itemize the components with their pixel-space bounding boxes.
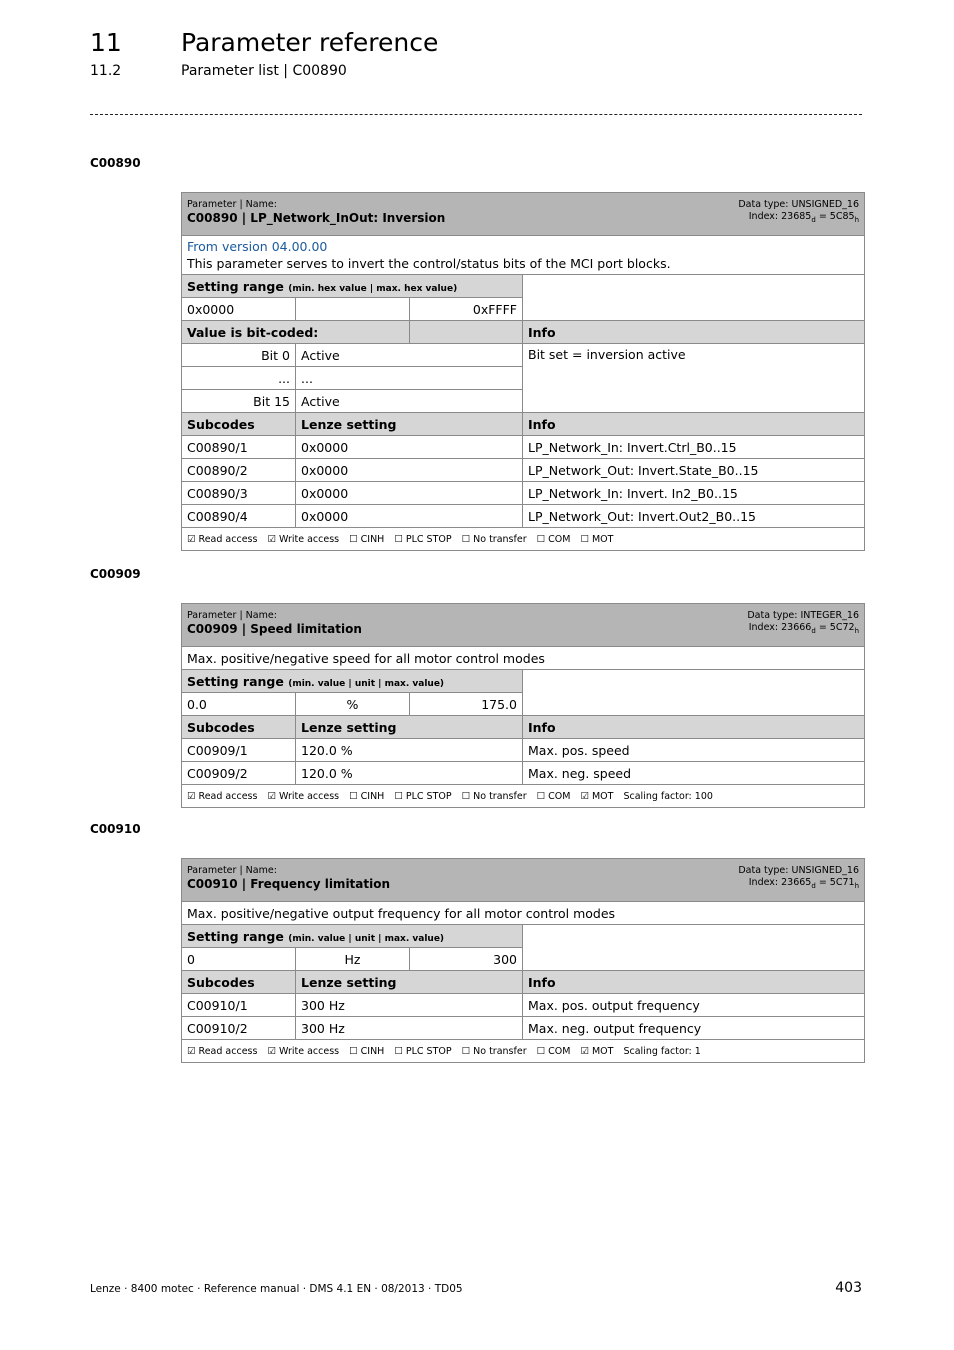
range-max: 175.0 [410,693,523,716]
range-min: 0.0 [182,693,296,716]
access-flags: ☑ Read access ☑ Write access ☐ CINH ☐ PLC STOP ☐ No transfer ☐ COM ☑ MOT Scaling factor: 100 [182,785,865,808]
range-unit: Hz [296,948,410,971]
lenze-setting-header: Lenze setting [296,971,523,994]
bit-row: Bit 0 Active Bit set = inversion active [182,344,865,367]
subcode-row: C00890/2 0x0000 LP_Network_Out: Invert.State_B0..15 [182,459,865,482]
scaling-factor: Scaling factor: 100 [623,790,713,802]
bit-row: ... ... [182,367,865,390]
data-type: Data type: UNSIGNED_16 [738,865,860,876]
param-heading-c00909: C00909 [90,567,141,581]
section-number: 11.2 [90,63,122,79]
param-name-label: Parameter | Name: [187,199,277,210]
subcode-row: C00890/1 0x0000 LP_Network_In: Invert.Ctrl_B0..15 [182,436,865,459]
setting-range-blank [523,925,865,971]
lenze-setting-header: Lenze setting [296,716,523,739]
subcodes-header: Subcodes [182,413,296,436]
param-table-c00910 [181,858,865,1063]
info-header: Info [523,716,865,739]
range-unit: % [296,693,410,716]
data-type: Data type: INTEGER_16 [747,610,859,621]
setting-range-blank [523,275,865,321]
subcode-row: C00909/1 120.0 % Max. pos. speed [182,739,865,762]
subcode-row: C00890/3 0x0000 LP_Network_In: Invert. In2_B0..15 [182,482,865,505]
setting-range-header: Setting range (min. hex value | max. hex value) [182,275,523,298]
range-max: 0xFFFF [410,298,523,321]
setting-range-header: Setting range (min. value | unit | max. value) [182,670,523,693]
subcode-row: C00909/2 120.0 % Max. neg. speed [182,762,865,785]
header-divider [90,114,862,115]
description-text: This parameter serves to invert the control/status bits of the MCI port blocks. [187,256,671,271]
bit-row: Bit 15 Active [182,390,865,413]
subcodes-header: Subcodes [182,716,296,739]
subcode-row: C00910/1 300 Hz Max. pos. output frequency [182,994,865,1017]
param-description [182,236,865,275]
info-header: Info [523,321,865,344]
subcodes-header: Subcodes [182,971,296,994]
setting-range-header: Setting range (min. value | unit | max. value) [182,925,523,948]
version-note: From version 04.00.00 [187,239,328,254]
param-name: C00910 | Frequency limitation [187,877,391,891]
param-header-row [182,604,865,647]
page-number: 403 [835,1280,862,1296]
param-heading-c00890: C00890 [90,156,141,170]
param-description: Max. positive/negative speed for all motor control modes [182,647,865,670]
range-unit [296,298,410,321]
chapter-number: 11 [90,28,122,57]
bitcoded-header: Value is bit-coded: [182,321,410,344]
param-description: Max. positive/negative output frequency for all motor control modes [182,902,865,925]
param-header-row [182,859,865,902]
param-index: Index: $23665_d = 5C71_h$ [748,877,860,890]
info-header: Info [523,971,865,994]
range-max: 300 [410,948,523,971]
param-heading-c00910: C00910 [90,822,141,836]
access-flags: ☑ Read access ☑ Write access ☐ CINH ☐ PLC STOP ☐ No transfer ☐ COM ☑ MOT Scaling factor: 1 [182,1040,865,1063]
param-index: Index: $23666_d = 5C72_h$ [748,622,859,635]
range-min: 0x0000 [182,298,296,321]
subcode-row: C00890/4 0x0000 LP_Network_Out: Invert.Out2_B0..15 [182,505,865,528]
param-table-c00890 [181,192,865,551]
param-header-row [182,193,865,236]
param-index: Index: $23685_d = 5C85_h$ [748,211,860,224]
range-min: 0 [182,948,296,971]
access-flags: ☑ Read access ☑ Write access ☐ CINH ☐ PLC STOP ☐ No transfer ☐ COM ☐ MOT [182,528,865,551]
chapter-title: Parameter reference [181,28,439,57]
param-name-label: Parameter | Name: [187,865,277,876]
setting-range-blank [523,670,865,716]
bit-info: Bit set = inversion active [523,344,865,413]
scaling-factor: Scaling factor: 1 [623,1045,701,1057]
section-title: Parameter list | C00890 [181,63,347,79]
page-footer: Lenze · 8400 motec · Reference manual · DMS 4.1 EN · 08/2013 · TD05 [90,1283,463,1295]
param-name: C00909 | Speed limitation [187,622,362,636]
param-name: C00890 | LP_Network_InOut: Inversion [187,211,446,225]
param-name-label: Parameter | Name: [187,610,277,621]
data-type: Data type: UNSIGNED_16 [738,199,860,210]
lenze-setting-header: Lenze setting [296,413,523,436]
subcode-row: C00910/2 300 Hz Max. neg. output frequency [182,1017,865,1040]
param-table-c00909 [181,603,865,808]
info-header: Info [523,413,865,436]
